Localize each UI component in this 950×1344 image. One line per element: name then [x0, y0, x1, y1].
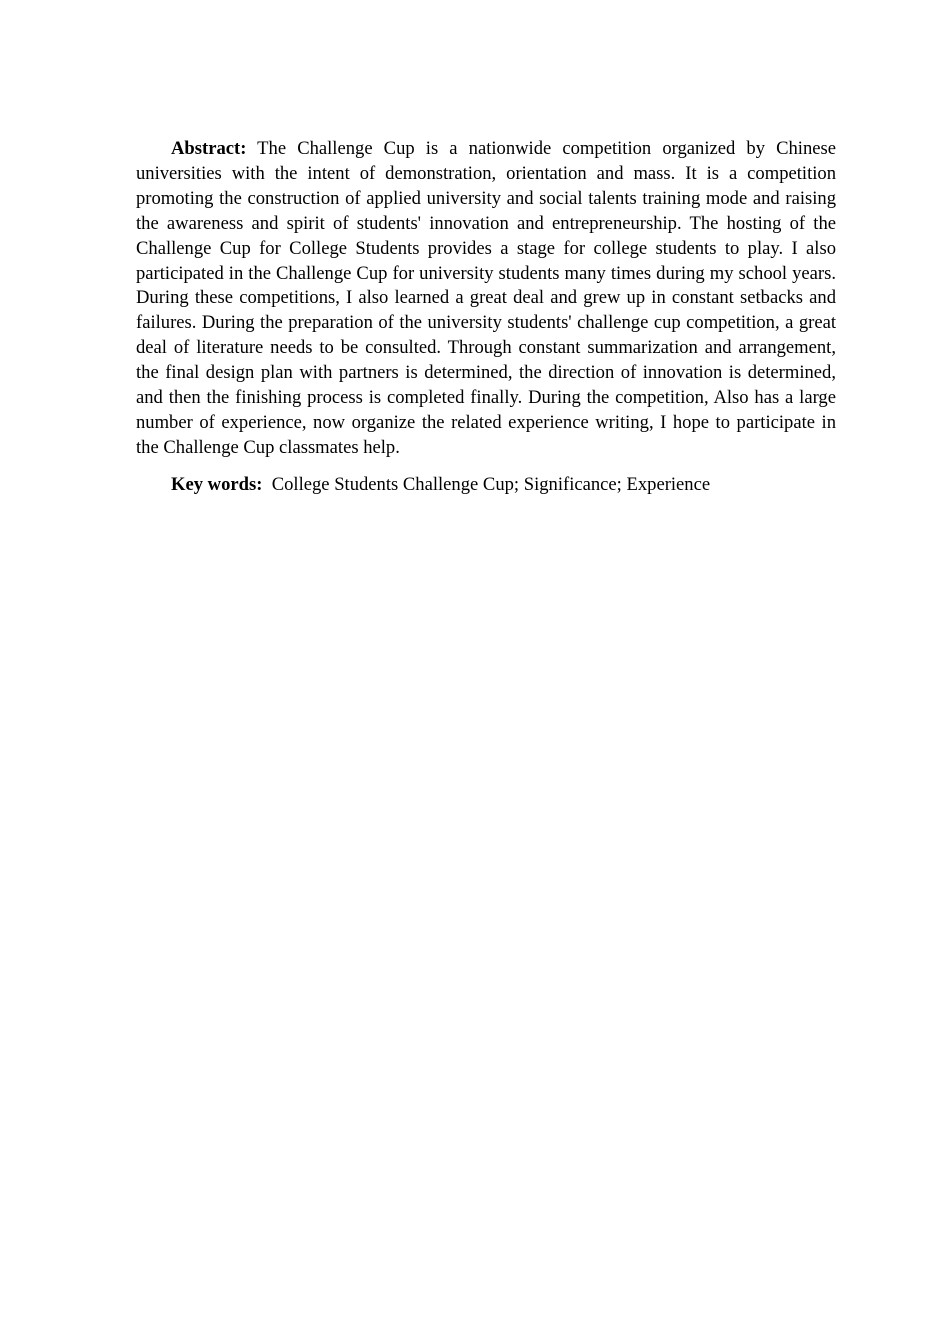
abstract-section: [136, 137, 836, 498]
keywords-text: College Students Challenge Cup; Significance; Experience: [271, 473, 711, 495]
abstract-label: Abstract:: [171, 138, 247, 159]
keywords-label: Key words:: [171, 473, 263, 495]
keywords-paragraph: [136, 473, 836, 498]
abstract-text: The Challenge Cup is a nationwide competition organized by Chinese universities with the intent of demonstration, orientation and mass. It is a competition promoting the construction of applied university and social talents training mode and raising the awareness and spirit of students' innovation and entrepreneurship. The hosting of the Challenge Cup for College Students provides a stage for college students to play. I also participated in the Challenge Cup for university students many times during my school years. During these competitions, I also learned a great deal and grew up in constant setbacks and failures. During the preparation of the university students' challenge cup competition, a great deal of literature needs to be consulted. Through constant summarization and arrangement, the final design plan with partners is determined, the direction of innovation is determined, and then the finishing process is completed finally. During the competition, Also has a large number of experience, now organize the related experience writing, I hope to participate in the Challenge Cup classmates help.: [136, 138, 836, 458]
abstract-paragraph: [136, 137, 836, 461]
